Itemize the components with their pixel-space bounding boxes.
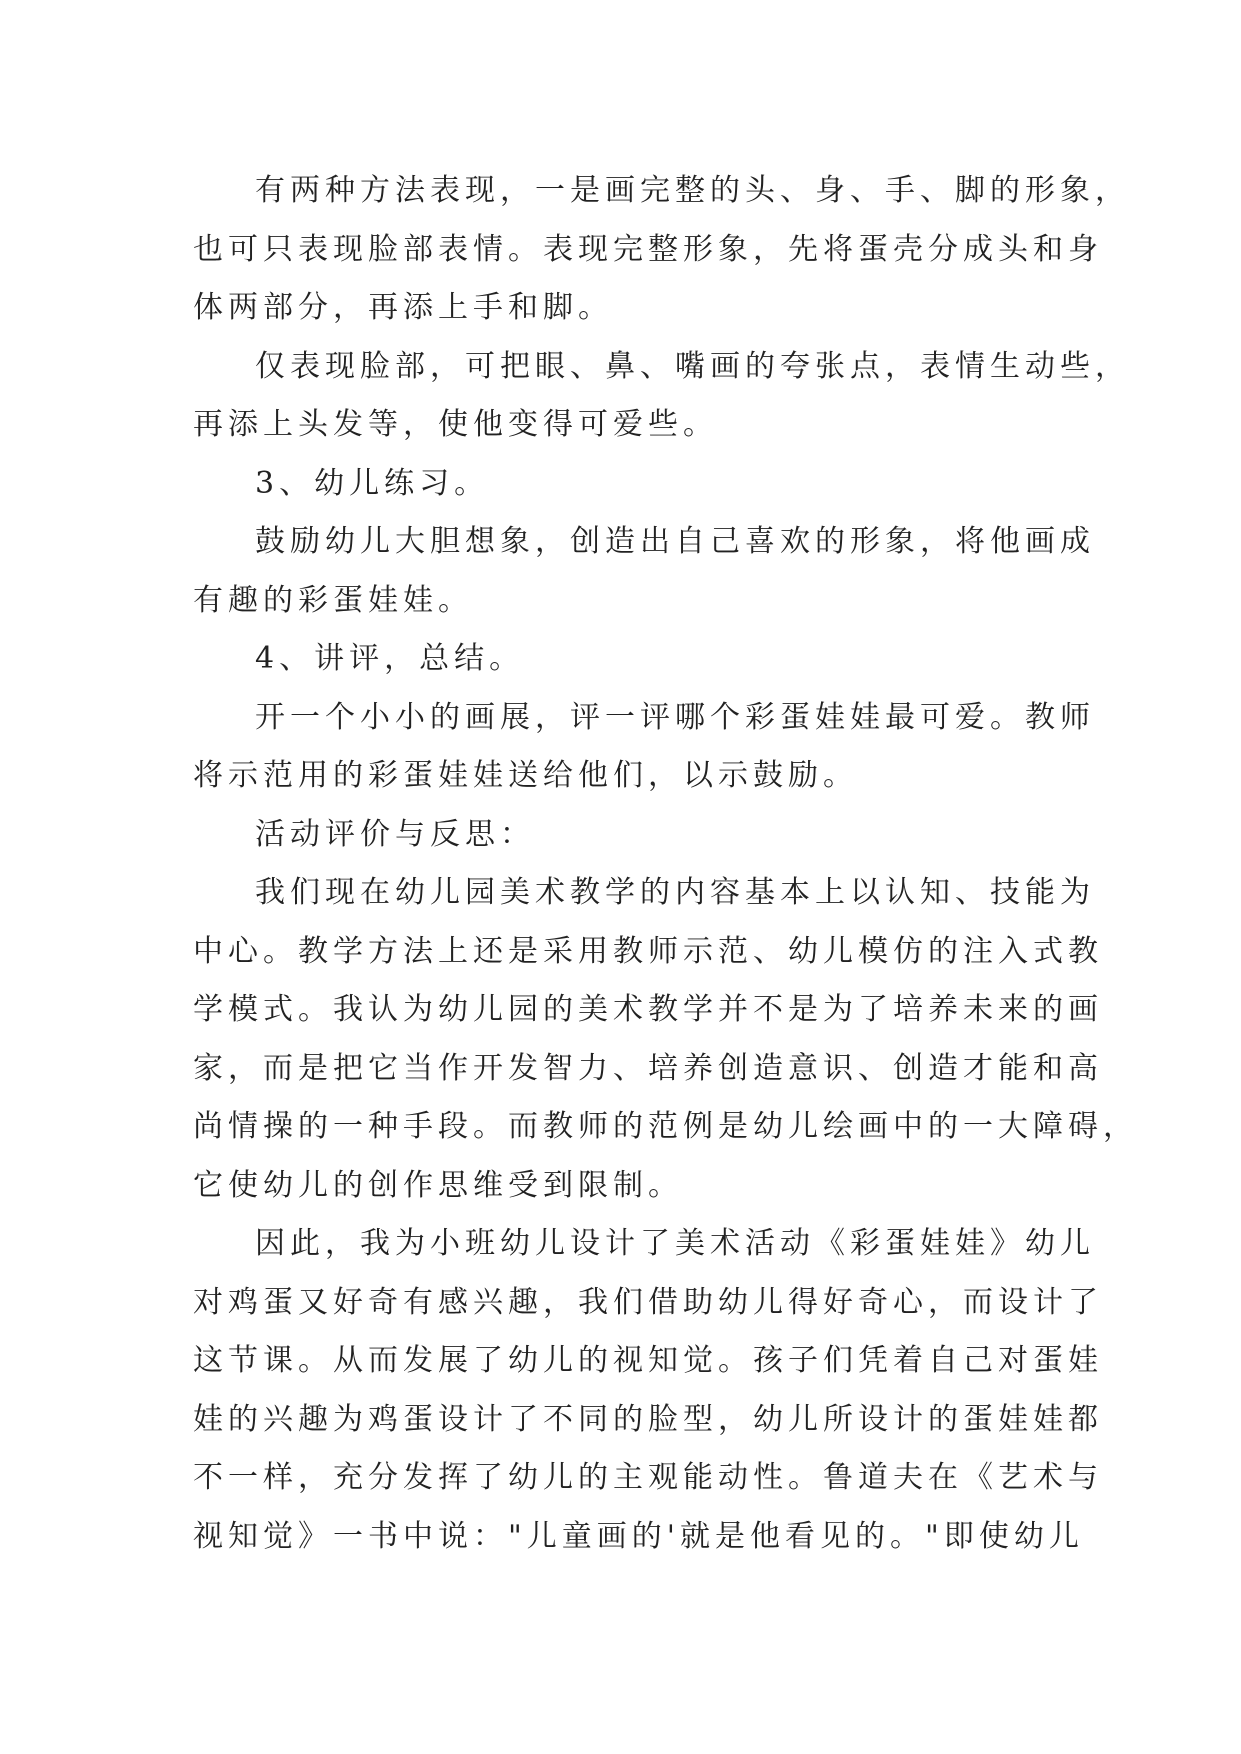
text-line: 也可只表现脸部表情。表现完整形象，先将蛋壳分成头和身 [193,231,1103,267]
text-line: 视知觉》一书中说："儿童画的'就是他看见的。"即使幼儿 [193,1518,1084,1554]
text-line: 我们现在幼儿园美术教学的内容基本上以认知、技能为 [255,875,1095,910]
text-line: 仅表现脸部，可把眼、鼻、嘴画的夸张点，表情生动些， [255,348,1130,384]
text-line: 因此，我为小班幼儿设计了美术活动《彩蛋娃娃》幼儿 [255,1226,1095,1261]
text-line: 有趣的彩蛋娃娃。 [193,582,473,618]
text-line: 对鸡蛋又好奇有感兴趣，我们借助幼儿得好奇心，而设计了 [193,1284,1103,1320]
text-line: 3、幼儿练习。 [255,465,490,501]
text-line: 尚情操的一种手段。而教师的范例是幼儿绘画中的一大障碍， [193,1109,1138,1144]
body-text [193,162,1138,1566]
text-line: 学模式。我认为幼儿园的美术教学并不是为了培养未来的画 [193,992,1103,1027]
text-line: 不一样，充分发挥了幼儿的主观能动性。鲁道夫在《艺术与 [193,1460,1103,1495]
text-line: 将示范用的彩蛋娃娃送给他们，以示鼓励。 [193,758,858,793]
text-line: 中心。教学方法上还是采用教师示范、幼儿模仿的注入式教 [193,933,1103,969]
text-line: 开一个小小的画展，评一评哪个彩蛋娃娃最可爱。教师 [255,699,1095,735]
text-line: 体两部分，再添上手和脚。 [193,290,613,325]
text-line: 再添上头发等，使他变得可爱些。 [193,407,718,442]
text-line: 家，而是把它当作开发智力、培养创造意识、创造才能和高 [193,1050,1103,1086]
text-line: 有两种方法表现，一是画完整的头、身、手、脚的形象， [255,173,1130,208]
text-line: 这节课。从而发展了幼儿的视知觉。孩子们凭着自己对蛋娃 [193,1343,1103,1378]
text-line: 4、讲评，总结。 [255,641,525,676]
text-line: 娃的兴趣为鸡蛋设计了不同的脸型，幼儿所设计的蛋娃娃都 [193,1401,1103,1437]
text-line: 它使幼儿的创作思维受到限制。 [193,1167,683,1203]
text-line: 鼓励幼儿大胆想象，创造出自己喜欢的形象，将他画成 [255,524,1095,559]
text-line: 活动评价与反思： [255,816,535,852]
